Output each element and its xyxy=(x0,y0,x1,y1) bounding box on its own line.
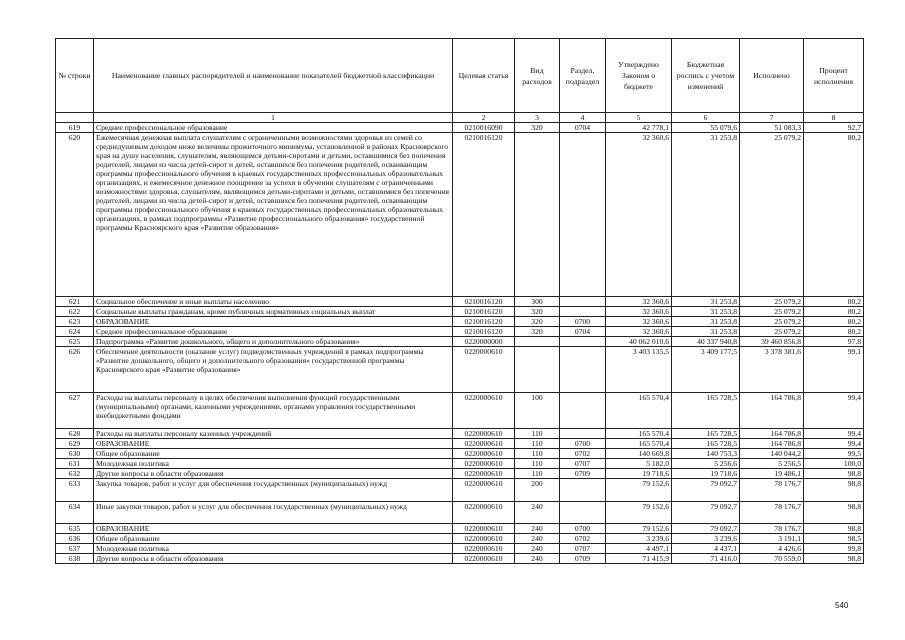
table-row xyxy=(56,123,864,133)
row-number-cell: 627 xyxy=(56,393,94,429)
execution-percent-cell: 99,1 xyxy=(804,347,864,393)
expense-type-cell xyxy=(515,133,560,297)
indicator-name-cell: Среднее профессиональное образование xyxy=(94,327,453,337)
indicator-name-cell: Другие вопросы в области образования xyxy=(94,554,453,564)
schedule-amount-cell: 4 437,1 xyxy=(672,544,740,554)
schedule-amount-cell: 165 728,5 xyxy=(672,393,740,429)
executed-amount-cell: 5 256,5 xyxy=(740,459,804,469)
column-number: 8 xyxy=(804,113,864,123)
table-row xyxy=(56,524,864,534)
executed-amount-cell: 39 460 856,8 xyxy=(740,337,804,347)
section-cell xyxy=(560,133,606,297)
approved-amount-cell: 165 570,4 xyxy=(606,429,672,439)
executed-amount-cell: 25 079,2 xyxy=(740,307,804,317)
row-number-cell: 632 xyxy=(56,469,94,479)
header-section: Раздел, подраздел xyxy=(560,39,606,113)
target-article-cell: 0220000610 xyxy=(453,524,515,534)
execution-percent-cell: 99,4 xyxy=(804,393,864,429)
executed-amount-cell: 164 786,8 xyxy=(740,429,804,439)
schedule-amount-cell: 31 253,8 xyxy=(672,317,740,327)
execution-percent-cell: 97,8 xyxy=(804,337,864,347)
row-number-cell: 637 xyxy=(56,544,94,554)
execution-percent-cell: 98,8 xyxy=(804,524,864,534)
table-row xyxy=(56,469,864,479)
indicator-name-cell: Закупка товаров, работ и услуг для обеспечения государственных (муниципальных) нужд xyxy=(94,479,453,502)
expense-type-cell xyxy=(515,337,560,347)
table-row xyxy=(56,133,864,297)
row-number-cell: 620 xyxy=(56,133,94,297)
section-cell xyxy=(560,347,606,393)
expense-type-cell: 240 xyxy=(515,524,560,534)
schedule-amount-cell: 140 753,3 xyxy=(672,449,740,459)
table-header-row xyxy=(56,39,864,113)
executed-amount-cell: 78 176,7 xyxy=(740,524,804,534)
expense-type-cell: 110 xyxy=(515,469,560,479)
table-row xyxy=(56,347,864,393)
schedule-amount-cell: 71 416,0 xyxy=(672,554,740,564)
target-article-cell: 0210016120 xyxy=(453,133,515,297)
section-cell xyxy=(560,393,606,429)
executed-amount-cell: 78 176,7 xyxy=(740,479,804,502)
schedule-amount-cell: 31 253,8 xyxy=(672,133,740,297)
column-number: 6 xyxy=(672,113,740,123)
section-cell: 0704 xyxy=(560,327,606,337)
execution-percent-cell: 98,8 xyxy=(804,554,864,564)
row-number-cell: 633 xyxy=(56,479,94,502)
header-row-number: № строки xyxy=(56,39,94,113)
executed-amount-cell: 51 083,3 xyxy=(740,123,804,133)
indicator-name-cell: Социальное обеспечение и иные выплаты населению xyxy=(94,297,453,307)
indicator-name-cell: Расходы на выплаты персоналу казенных учреждений xyxy=(94,429,453,439)
approved-amount-cell: 4 497,1 xyxy=(606,544,672,554)
section-cell: 0707 xyxy=(560,459,606,469)
target-article-cell: 0220000610 xyxy=(453,469,515,479)
approved-amount-cell: 3 239,6 xyxy=(606,534,672,544)
expense-type-cell: 320 xyxy=(515,317,560,327)
table-row xyxy=(56,554,864,564)
execution-percent-cell: 99,4 xyxy=(804,439,864,449)
expense-type-cell: 110 xyxy=(515,459,560,469)
execution-percent-cell: 92,7 xyxy=(804,123,864,133)
indicator-name-cell: Обеспечение деятельности (оказание услуг) подведомственных учреждений в рамках подпрограммы «Развитие дошкольного, общего и дополнительного образования» государственной программы Красноярского края «Развитие образования» xyxy=(94,347,453,393)
target-article-cell: 0220000610 xyxy=(453,449,515,459)
approved-amount-cell: 40 062 010,6 xyxy=(606,337,672,347)
execution-percent-cell: 98,5 xyxy=(804,534,864,544)
expense-type-cell: 110 xyxy=(515,449,560,459)
expense-type-cell: 240 xyxy=(515,544,560,554)
executed-amount-cell: 25 079,2 xyxy=(740,327,804,337)
schedule-amount-cell: 19 718,6 xyxy=(672,469,740,479)
header-indicator-name: Наименование главных распорядителей и наименование показателей бюджетной классификации xyxy=(94,39,453,113)
executed-amount-cell: 140 044,2 xyxy=(740,449,804,459)
expense-type-cell: 320 xyxy=(515,307,560,317)
table-row xyxy=(56,534,864,544)
row-number-cell: 619 xyxy=(56,123,94,133)
target-article-cell: 0210016120 xyxy=(453,327,515,337)
table-row xyxy=(56,459,864,469)
schedule-amount-cell: 165 728,5 xyxy=(672,439,740,449)
target-article-cell: 0220000610 xyxy=(453,459,515,469)
target-article-cell: 0220000610 xyxy=(453,502,515,524)
indicator-name-cell: ОБРАЗОВАНИЕ xyxy=(94,317,453,327)
column-number: 4 xyxy=(560,113,606,123)
schedule-amount-cell: 40 337 940,8 xyxy=(672,337,740,347)
indicator-name-cell: Ежемесячная денежная выплата слушателям с ограниченными возможностями здоровья из семей со среднедушевым доходом ниже величины прожиточного минимума, установленной в районах Красноярского края на душу населения, слушателям, являющимся детьми-сиротами и детьми, оставшимися без попечения родителей, лицами из числа детей-сирот и детей, оставшихся без попечения родителей, осваивающим программы профессионального обучения в краевых государственных профессиональных образовательных организациях, и ежемесячное денежное поощрение за успехи в обучении слушателям с ограниченными возможностями здоровья, слушателям, являющимся детьми-сиротами и детьми, оставшимися без попечения родителей, лицами из числа детей-сирот и детей, оставшихся без попечения родителей, осваивающим программы профессионального обучения в краевых государственных профессиональных образовательных организациях, в рамках подпрограммы «Развитие профессионального образования» государственной программы Красноярского края «Развитие образования» xyxy=(94,133,453,297)
target-article-cell: 0220000610 xyxy=(453,534,515,544)
section-cell: 0700 xyxy=(560,317,606,327)
indicator-name-cell: Расходы на выплаты персоналу в целях обеспечения выполнения функций государственными (муниципальными) органами, казенными учреждениями, органами управления государственными внебюджетными фондами xyxy=(94,393,453,429)
target-article-cell: 0220000610 xyxy=(453,544,515,554)
approved-amount-cell: 71 415,9 xyxy=(606,554,672,564)
execution-percent-cell: 80,2 xyxy=(804,317,864,327)
target-article-cell: 0210016090 xyxy=(453,123,515,133)
expense-type-cell: 110 xyxy=(515,439,560,449)
table-row xyxy=(56,439,864,449)
execution-percent-cell: 99,8 xyxy=(804,544,864,554)
header-executed: Исполнено xyxy=(740,39,804,113)
executed-amount-cell: 70 559,0 xyxy=(740,554,804,564)
section-cell: 0704 xyxy=(560,123,606,133)
target-article-cell: 0220000610 xyxy=(453,439,515,449)
target-article-cell: 0210016120 xyxy=(453,307,515,317)
row-number-cell: 629 xyxy=(56,439,94,449)
target-article-cell: 0220000610 xyxy=(453,347,515,393)
table-row xyxy=(56,449,864,459)
section-cell xyxy=(560,297,606,307)
executed-amount-cell: 4 426,6 xyxy=(740,544,804,554)
indicator-name-cell: Иные закупки товаров, работ и услуг для обеспечения государственных (муниципальных) нужд xyxy=(94,502,453,524)
header-execution-percent: Процент исполнения xyxy=(804,39,864,113)
approved-amount-cell: 32 360,6 xyxy=(606,307,672,317)
expense-type-cell: 240 xyxy=(515,534,560,544)
section-cell xyxy=(560,307,606,317)
row-number-cell: 626 xyxy=(56,347,94,393)
schedule-amount-cell: 79 092,7 xyxy=(672,524,740,534)
schedule-amount-cell: 79 092,7 xyxy=(672,502,740,524)
table-row xyxy=(56,307,864,317)
header-expense-type: Вид расходов xyxy=(515,39,560,113)
expense-type-cell: 300 xyxy=(515,297,560,307)
table-row xyxy=(56,327,864,337)
page-number: 540 xyxy=(835,601,849,610)
approved-amount-cell: 42 778,1 xyxy=(606,123,672,133)
approved-amount-cell: 3 403 135,5 xyxy=(606,347,672,393)
row-number-cell: 638 xyxy=(56,554,94,564)
approved-amount-cell: 32 360,6 xyxy=(606,317,672,327)
header-approved: Утверждено Законом о бюджете xyxy=(606,39,672,113)
expense-type-cell: 240 xyxy=(515,554,560,564)
target-article-cell: 0210016120 xyxy=(453,297,515,307)
indicator-name-cell: Подпрограмма «Развитие дошкольного, общего и дополнительного образования» xyxy=(94,337,453,347)
column-number xyxy=(56,113,94,123)
indicator-name-cell: Общее образование xyxy=(94,449,453,459)
section-cell: 0700 xyxy=(560,439,606,449)
executed-amount-cell: 25 079,2 xyxy=(740,317,804,327)
executed-amount-cell: 3 378 381,6 xyxy=(740,347,804,393)
indicator-name-cell: Общее образование xyxy=(94,534,453,544)
expense-type-cell: 100 xyxy=(515,393,560,429)
executed-amount-cell: 78 176,7 xyxy=(740,502,804,524)
row-number-cell: 622 xyxy=(56,307,94,317)
row-number-cell: 621 xyxy=(56,297,94,307)
header-budget-schedule: Бюджетная роспись с учетом изменений xyxy=(672,39,740,113)
column-number: 1 xyxy=(94,113,453,123)
execution-percent-cell: 80,2 xyxy=(804,327,864,337)
execution-percent-cell: 98,8 xyxy=(804,502,864,524)
execution-percent-cell: 98,8 xyxy=(804,479,864,502)
execution-percent-cell: 80,2 xyxy=(804,133,864,297)
approved-amount-cell: 79 152,6 xyxy=(606,479,672,502)
target-article-cell: 0220000610 xyxy=(453,429,515,439)
row-number-cell: 628 xyxy=(56,429,94,439)
indicator-name-cell: Молодежная политика xyxy=(94,544,453,554)
section-cell xyxy=(560,479,606,502)
indicator-name-cell: ОБРАЗОВАНИЕ xyxy=(94,524,453,534)
target-article-cell: 0220000610 xyxy=(453,393,515,429)
section-cell: 0702 xyxy=(560,534,606,544)
column-number: 5 xyxy=(606,113,672,123)
budget-report-page xyxy=(55,38,863,564)
indicator-name-cell: ОБРАЗОВАНИЕ xyxy=(94,439,453,449)
indicator-name-cell: Другие вопросы в области образования xyxy=(94,469,453,479)
approved-amount-cell: 32 360,6 xyxy=(606,297,672,307)
section-cell xyxy=(560,337,606,347)
section-cell: 0709 xyxy=(560,469,606,479)
row-number-cell: 631 xyxy=(56,459,94,469)
approved-amount-cell: 165 570,4 xyxy=(606,393,672,429)
executed-amount-cell: 25 079,2 xyxy=(740,133,804,297)
expense-type-cell: 240 xyxy=(515,502,560,524)
execution-percent-cell: 98,8 xyxy=(804,469,864,479)
section-cell: 0707 xyxy=(560,544,606,554)
row-number-cell: 636 xyxy=(56,534,94,544)
schedule-amount-cell: 165 728,5 xyxy=(672,429,740,439)
table-row xyxy=(56,393,864,429)
target-article-cell: 0220000000 xyxy=(453,337,515,347)
schedule-amount-cell: 3 409 177,5 xyxy=(672,347,740,393)
table-row xyxy=(56,502,864,524)
approved-amount-cell: 32 360,6 xyxy=(606,133,672,297)
expense-type-cell: 320 xyxy=(515,123,560,133)
indicator-name-cell: Социальные выплаты гражданам, кроме публичных нормативных социальных выплат xyxy=(94,307,453,317)
approved-amount-cell: 165 570,4 xyxy=(606,439,672,449)
section-cell xyxy=(560,429,606,439)
table-row xyxy=(56,317,864,327)
section-cell: 0709 xyxy=(560,554,606,564)
execution-percent-cell: 99,4 xyxy=(804,429,864,439)
schedule-amount-cell: 31 253,8 xyxy=(672,297,740,307)
row-number-cell: 635 xyxy=(56,524,94,534)
executed-amount-cell: 3 191,1 xyxy=(740,534,804,544)
execution-percent-cell: 99,5 xyxy=(804,449,864,459)
column-number-row xyxy=(56,113,864,123)
schedule-amount-cell: 3 239,6 xyxy=(672,534,740,544)
table-row xyxy=(56,429,864,439)
target-article-cell: 0220000610 xyxy=(453,554,515,564)
expense-type-cell: 200 xyxy=(515,479,560,502)
table-row xyxy=(56,479,864,502)
indicator-name-cell: Среднее профессиональное образование xyxy=(94,123,453,133)
header-target-article: Целевая статья xyxy=(453,39,515,113)
budget-table xyxy=(55,38,864,564)
section-cell xyxy=(560,502,606,524)
section-cell: 0700 xyxy=(560,524,606,534)
approved-amount-cell: 140 669,8 xyxy=(606,449,672,459)
section-cell: 0702 xyxy=(560,449,606,459)
expense-type-cell: 320 xyxy=(515,327,560,337)
row-number-cell: 630 xyxy=(56,449,94,459)
execution-percent-cell: 100,0 xyxy=(804,459,864,469)
row-number-cell: 623 xyxy=(56,317,94,327)
executed-amount-cell: 25 079,2 xyxy=(740,297,804,307)
table-body xyxy=(56,123,864,564)
execution-percent-cell: 80,2 xyxy=(804,307,864,317)
approved-amount-cell: 79 152,6 xyxy=(606,524,672,534)
column-number: 2 xyxy=(453,113,515,123)
approved-amount-cell: 79 152,6 xyxy=(606,502,672,524)
column-number: 3 xyxy=(515,113,560,123)
approved-amount-cell: 5 182,0 xyxy=(606,459,672,469)
executed-amount-cell: 164 786,8 xyxy=(740,393,804,429)
execution-percent-cell: 80,2 xyxy=(804,297,864,307)
target-article-cell: 0210016120 xyxy=(453,317,515,327)
schedule-amount-cell: 31 253,8 xyxy=(672,327,740,337)
approved-amount-cell: 32 360,6 xyxy=(606,327,672,337)
schedule-amount-cell: 5 256,6 xyxy=(672,459,740,469)
target-article-cell: 0220000610 xyxy=(453,479,515,502)
column-number: 7 xyxy=(740,113,804,123)
row-number-cell: 624 xyxy=(56,327,94,337)
schedule-amount-cell: 55 079,6 xyxy=(672,123,740,133)
row-number-cell: 634 xyxy=(56,502,94,524)
schedule-amount-cell: 31 253,8 xyxy=(672,307,740,317)
table-row xyxy=(56,544,864,554)
table-row xyxy=(56,337,864,347)
approved-amount-cell: 19 718,6 xyxy=(606,469,672,479)
expense-type-cell xyxy=(515,347,560,393)
executed-amount-cell: 164 786,8 xyxy=(740,439,804,449)
executed-amount-cell: 19 486,1 xyxy=(740,469,804,479)
table-row xyxy=(56,297,864,307)
schedule-amount-cell: 79 092,7 xyxy=(672,479,740,502)
indicator-name-cell: Молодежная политика xyxy=(94,459,453,469)
row-number-cell: 625 xyxy=(56,337,94,347)
expense-type-cell: 110 xyxy=(515,429,560,439)
